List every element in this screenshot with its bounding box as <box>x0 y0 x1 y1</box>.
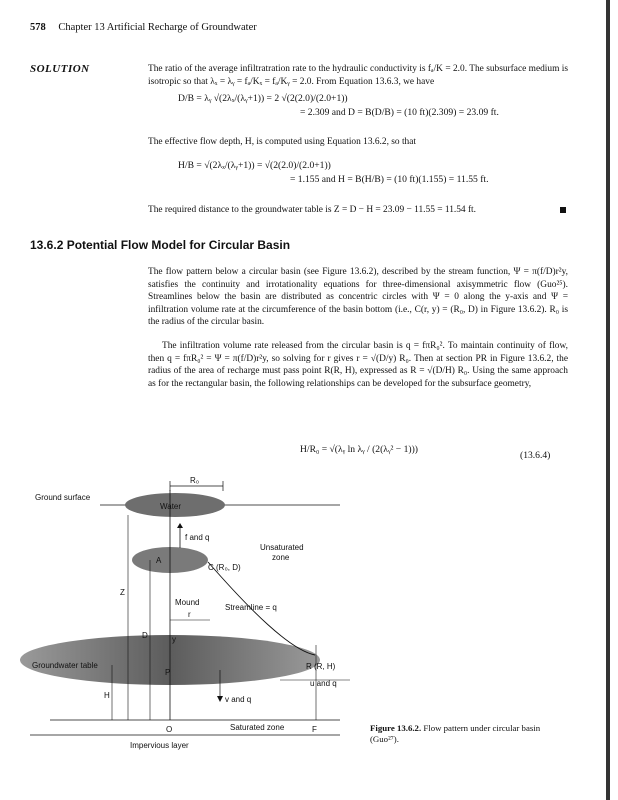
figure-caption <box>370 723 550 745</box>
eq1-left: D/B = λᵧ √(2λₓ/(λᵧ+1)) = 2 √(2(2.0)/(2.0+1)) <box>178 93 348 104</box>
required-distance-text: The required distance to the groundwater table is Z = D − H = 23.09 − 11.55 = 11.54 ft. <box>148 205 477 215</box>
eq1-right: = 2.309 and D = B(D/B) = (10 ft)(2.309) = 23.09 ft. <box>300 107 499 118</box>
chapter-title: Chapter 13 Artificial Recharge of Groundwater <box>58 22 257 33</box>
label-r: r <box>188 610 191 619</box>
flow-pattern-figure <box>20 470 360 770</box>
label-a: A <box>156 556 162 565</box>
label-v-and-q: v and q <box>225 695 252 704</box>
label-groundwater-table: Groundwater table <box>32 661 98 670</box>
label-ground-surface: Ground surface <box>35 493 91 502</box>
label-y: y <box>172 635 176 644</box>
label-h: H <box>104 691 110 700</box>
label-f-and-q: f and q <box>185 533 210 542</box>
f-and-q-arrow <box>177 523 183 528</box>
effective-depth-text: The effective flow depth, H, is computed using Equation 13.6.2, so that <box>148 137 417 147</box>
section-paragraph-2: The infiltration volume rate released from the circular basin is q = fπR₀². To maintain continuity of flow, then q = fπR₀² = Ψ = π(f/D)r²y, so solving for r gives r = √(D/y) R₀. Then at section PR in Figure 13.6.2, the radius of the area of recharge must pass point R(R, H), expressed as R = √(D/H) R₀. Using the same approach as for the rectangular basin, the following relationships can be developed for the subsurface geometry, <box>148 341 568 389</box>
label-u-and-q: u and q <box>310 679 337 688</box>
label-zone: zone <box>272 553 290 562</box>
eq2-left: H/B = √(2λₓ/(λᵧ+1)) = √(2(2.0)/(2.0+1)) <box>178 160 331 171</box>
label-z: Z <box>120 588 125 597</box>
running-header <box>30 22 257 33</box>
label-r-point: R (R, H) <box>306 662 336 671</box>
equation-13-6-4: H/R₀ = √(λᵧ ln λᵧ / (2(λᵧ² − 1))) <box>300 444 418 455</box>
solution-label: SOLUTION <box>30 63 90 75</box>
eq2-right: = 1.155 and H = B(H/B) = (10 ft)(1.155) = 11.55 ft. <box>290 174 489 185</box>
equation-number: (13.6.4) <box>520 450 551 461</box>
label-c: C (R₀, D) <box>208 563 241 572</box>
label-d: D <box>142 631 148 640</box>
v-and-q-arrow <box>217 696 223 702</box>
figure-caption-number: Figure 13.6.2. <box>370 723 422 733</box>
equation-h-result <box>290 174 488 185</box>
page-edge-bar <box>606 0 610 800</box>
figure-caption-text: Flow pattern under circular basin (Guo²⁷). <box>370 723 541 744</box>
label-water: Water <box>160 502 182 511</box>
label-f: F <box>312 725 317 734</box>
label-r0: R₀ <box>190 476 200 485</box>
label-saturated: Saturated zone <box>230 723 285 732</box>
label-p: P <box>165 668 171 677</box>
solution-intro: The ratio of the average infiltratration rate to the hydraulic conductivity is fₐ/K = 2.0. The subsurface medium is isotropic so that λₓ = λᵧ = fₐ/Kₓ = fₐ/Kᵧ = 2.0. From Equation 13.6.3, we have <box>148 64 568 87</box>
label-mound: Mound <box>175 598 200 607</box>
equation-d-over-b <box>178 93 348 104</box>
section-title: 13.6.2 Potential Flow Model for Circular Basin <box>30 238 291 252</box>
page-number: 578 <box>30 22 46 33</box>
label-impervious: Impervious layer <box>130 741 189 750</box>
end-of-solution-mark <box>560 207 566 213</box>
label-o: O <box>166 725 173 734</box>
section-paragraph-1: The flow pattern below a circular basin (see Figure 13.6.2), described by the stream function, Ψ = π(f/D)r²y, satisfies the continuity and irrotationality equations for three-dimensional axisymmetric flow (Guo²⁵). Streamlines below the basin are distributed as concentric circles with Ψ = 0 along the y-axis and Ψ = infiltration volume rate at the circumference of the basin bottom (i.e., C(r, y) = (R₀, D) in Figure 13.6.2). R₀ is the radius of the circular basin. <box>148 267 568 328</box>
label-streamline: Streamline = q <box>225 603 277 612</box>
equation-h-over-b <box>178 160 331 171</box>
equation-d-result <box>300 107 499 118</box>
label-unsaturated: Unsaturated <box>260 543 304 552</box>
